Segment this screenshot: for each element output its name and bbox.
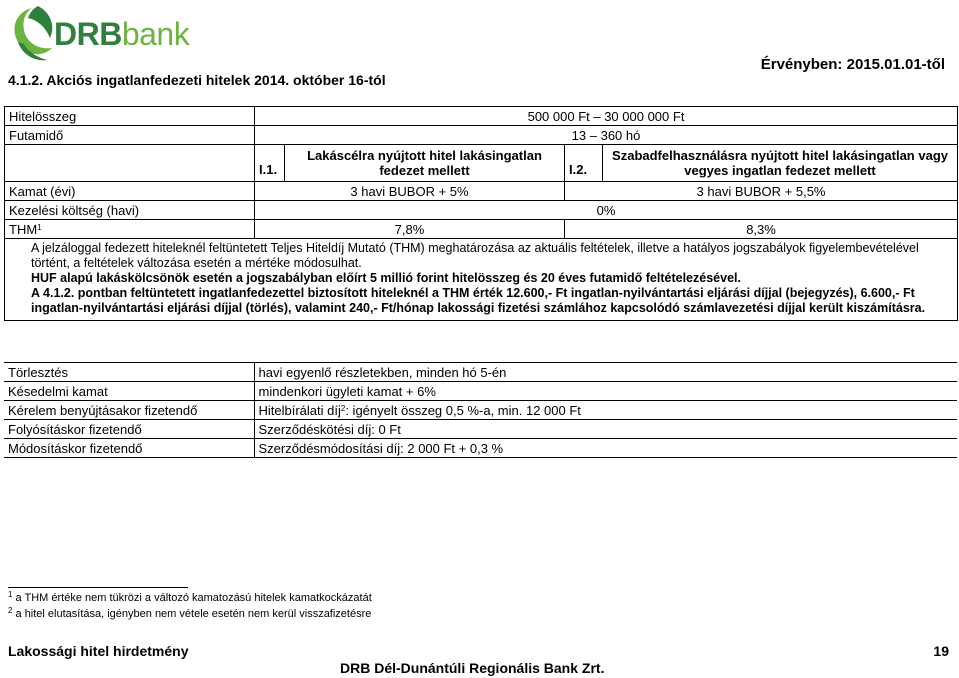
term-value: Szerződéskötési díj: 0 Ft <box>258 421 401 437</box>
footnote-ref-2: 2 <box>340 403 346 413</box>
valid-from: Érvényben: 2015.01.01-től <box>760 56 945 73</box>
thm-note-2: HUF alapú lakáskölcsönök esetén a jogszabályban előírt 5 millió forint hitelösszeg és 20 éves futamidő feltételezésével. <box>31 271 741 285</box>
table-row <box>4 420 957 439</box>
kezelesi-value: 0% <box>255 201 958 220</box>
term-value: Szerződésmódosítási díj: 2 000 Ft + 0,3 % <box>258 440 504 456</box>
futamido-label: Futamidő <box>5 126 255 145</box>
term-key: Törlesztés <box>4 363 254 382</box>
table-row <box>4 363 957 382</box>
product1-name: Lakáscélra nyújtott hitel lakásingatlan fedezet mellett <box>285 145 565 182</box>
table-row <box>5 107 958 126</box>
term-value: mindenkori ügyleti kamat + 6% <box>258 383 436 399</box>
fee-terms-table <box>4 362 957 458</box>
table-row <box>5 126 958 145</box>
term-value: Hitelbírálati díj$^2$: igényelt összeg 0,5 %-a, min. 12 000 Ft <box>258 402 581 418</box>
drb-leaf-icon <box>8 2 58 66</box>
table-row <box>5 145 958 182</box>
term-value: havi egyenlő részletekben, minden hó 5-én <box>258 364 507 380</box>
logo-text-light: bank <box>121 16 190 52</box>
hitelosszeg-label: Hitelösszeg <box>5 107 255 126</box>
thm-label: THM$^1$ <box>5 220 255 239</box>
kamat-value-1: 3 havi BUBOR + 5% <box>255 182 565 201</box>
kamat-value-2: 3 havi BUBOR + 5,5% <box>565 182 958 201</box>
term-key: Módosításkor fizetendő <box>4 439 254 458</box>
term-key: Késedelmi kamat <box>4 382 254 401</box>
section-title: 4.1.2. Akciós ingatlanfedezeti hitelek 2014. október 16-tól <box>8 72 386 88</box>
table-row <box>5 201 958 220</box>
term-key: Folyósításkor fizetendő <box>4 420 254 439</box>
thm-value-2: 8,3% <box>565 220 958 239</box>
hitelosszeg-value: 500 000 Ft – 30 000 000 Ft <box>255 107 958 126</box>
product1-code: I.1. <box>255 145 285 182</box>
drb-bank-logo <box>8 2 190 66</box>
table-row <box>4 382 957 401</box>
table-row <box>4 401 957 420</box>
footnote-2: $^2$ a hitel elutasítása, igényben nem vétele esetén nem kerül visszafizetésre <box>8 606 372 620</box>
term-key: Kérelem benyújtásakor fizetendő <box>4 401 254 420</box>
table-row <box>5 239 958 321</box>
kamat-label: Kamat (évi) <box>5 182 255 201</box>
table-row <box>5 182 958 201</box>
kezelesi-label: Kezelési költség (havi) <box>5 201 255 220</box>
footer-title: Lakossági hitel hirdetmény <box>8 643 189 659</box>
footnote-divider <box>8 587 188 588</box>
thm-notes <box>5 239 958 321</box>
logo-text-bold: DRB <box>54 16 122 52</box>
product2-name: Szabadfelhasználásra nyújtott hitel lakásingatlan vagy vegyes ingatlan fedezet mellett <box>603 145 958 182</box>
table-row <box>5 220 958 239</box>
futamido-value: 13 – 360 hó <box>255 126 958 145</box>
page-number: 19 <box>933 643 949 659</box>
table-row <box>4 439 957 458</box>
thm-value-1: 7,8% <box>255 220 565 239</box>
footnote-1: $^1$ a THM értéke nem tükrözi a változó kamatozású hitelek kamatkockázatát <box>8 590 372 604</box>
thm-note-3: A 4.1.2. pontban feltüntetett ingatlanfedezettel biztosított hiteleknél a THM érték 12.600,- Ft ingatlan-nyilvántartási eljárási díjjal (bejegyzés), 6.600,- Ft ingatlan-nyilvántartási eljárási díjjal (törlés), valamint 240,- Ft/hónap lakossági fizetési számlához kapcsolódó számlavezetési díjjal került kiszámításra. <box>31 286 926 315</box>
footer-bank-name: DRB Dél-Dunántúli Regionális Bank Zrt. <box>340 660 605 676</box>
thm-note-1: A jelzáloggal fedezett hiteleknél feltüntetett Teljes Hiteldíj Mutató (THM) meghatározása az aktuális feltételek, illetve a hatályos jogszabályok figyelembevételével történt, a feltételek változása esetén a mértéke módosulhat. <box>31 241 919 270</box>
loan-conditions-table <box>4 106 958 321</box>
product2-code: I.2. <box>565 145 603 182</box>
footnote-ref-1: 1 <box>37 222 42 232</box>
